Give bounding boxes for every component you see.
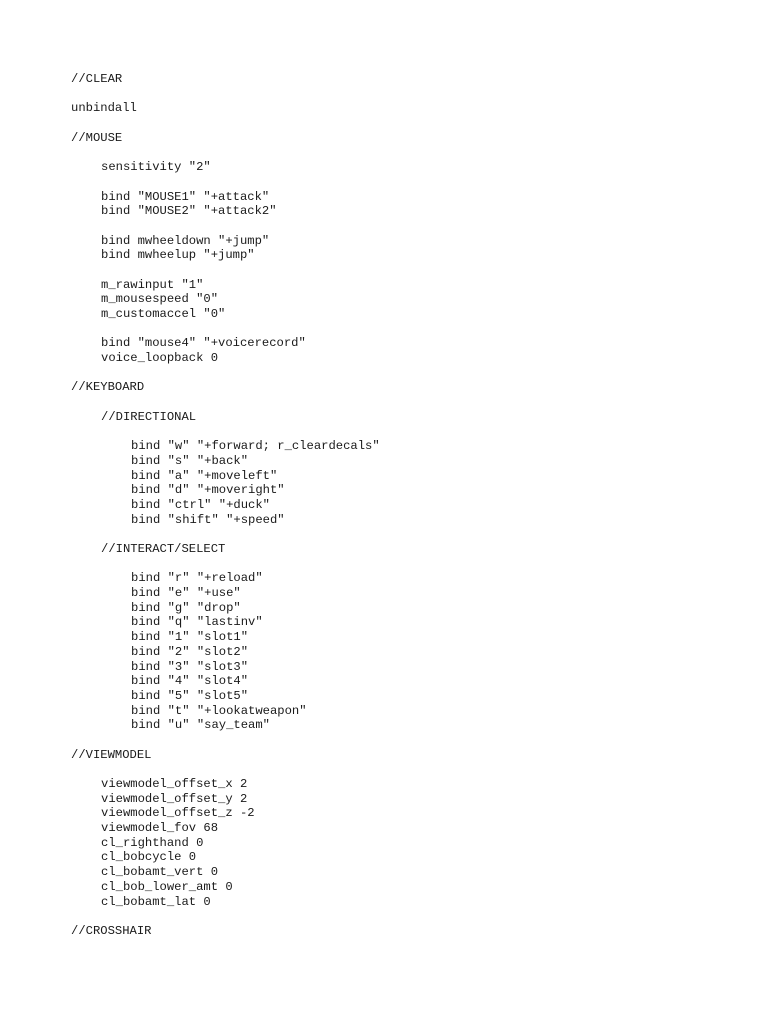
config-line: sensitivity "2" [101, 160, 211, 175]
config-line: bind "e" "+use" [131, 586, 241, 601]
block-gap [71, 87, 380, 102]
config-line: m_customaccel "0" [101, 307, 226, 321]
block-gap [71, 322, 380, 337]
block-gap [71, 263, 380, 278]
config-line: bind "u" "say_team" [131, 718, 270, 733]
block-gap [71, 527, 380, 542]
config-line: viewmodel_offset_x 2 [101, 777, 248, 791]
config-line: m_rawinput "1" [101, 277, 204, 292]
config-line: bind "r" "+reload" [131, 571, 263, 586]
section-heading: //INTERACT/SELECT [101, 542, 226, 556]
config-line: cl_bobcycle 0 [101, 850, 197, 865]
config-line: bind "s" "+back" [131, 453, 249, 468]
config-line: bind "d" "+moveright" [131, 483, 285, 498]
config-line: voice_loopback 0 [101, 351, 219, 366]
config-line: cl_bobamt_lat 0 [101, 894, 211, 909]
section-heading: //KEYBOARD [71, 380, 145, 395]
config-line: bind "5" "slot5" [131, 688, 249, 703]
section-heading: //VIEWMODEL [71, 747, 152, 762]
config-line: viewmodel_fov 68 [101, 821, 219, 836]
block-gap [71, 557, 380, 572]
config-line: bind mwheelup "+jump" [101, 248, 255, 263]
block-gap [71, 175, 380, 190]
config-line: viewmodel_offset_z -2 [101, 806, 255, 821]
config-line: unbindall [71, 101, 137, 116]
block-gap [71, 909, 380, 924]
block-gap [71, 219, 380, 234]
config-line: bind "4" "slot4" [131, 674, 249, 689]
section-heading: //CLEAR [71, 72, 123, 86]
block-gap [71, 425, 380, 440]
config-line: bind mwheeldown "+jump" [101, 233, 270, 248]
config-line: bind "3" "slot3" [131, 659, 249, 674]
config-line: cl_bobamt_vert 0 [101, 865, 219, 880]
section-heading: //DIRECTIONAL [101, 409, 197, 424]
config-line: bind "MOUSE2" "+attack2" [101, 204, 277, 219]
config-line: bind "2" "slot2" [131, 644, 249, 659]
config-line: bind "MOUSE1" "+attack" [101, 189, 270, 204]
block-gap [71, 733, 380, 748]
block-gap [71, 145, 380, 160]
config-line: bind "t" "+lookatweapon" [131, 703, 307, 718]
config-line: bind "a" "+moveleft" [131, 468, 278, 483]
config-line: m_mousespeed "0" [101, 292, 219, 307]
config-line: bind "1" "slot1" [131, 630, 249, 645]
config-line: bind "w" "+forward; r_cleardecals" [131, 439, 380, 454]
block-gap [71, 762, 380, 777]
section-heading: //CROSSHAIR [71, 923, 152, 938]
config-line: bind "ctrl" "+duck" [131, 497, 270, 512]
config-line: bind "shift" "+speed" [131, 512, 285, 527]
section-heading: //MOUSE [71, 130, 123, 145]
block-gap [71, 395, 380, 410]
config-line: cl_bob_lower_amt 0 [101, 879, 233, 894]
config-line: cl_righthand 0 [101, 835, 204, 850]
block-gap [71, 366, 380, 381]
config-line: viewmodel_offset_y 2 [101, 791, 248, 806]
config-line: bind "g" "drop" [131, 600, 241, 615]
config-line: bind "mouse4" "+voicerecord" [101, 336, 306, 351]
block-gap [71, 116, 380, 131]
config-line: bind "q" "lastinv" [131, 615, 263, 630]
config-document [71, 72, 380, 939]
